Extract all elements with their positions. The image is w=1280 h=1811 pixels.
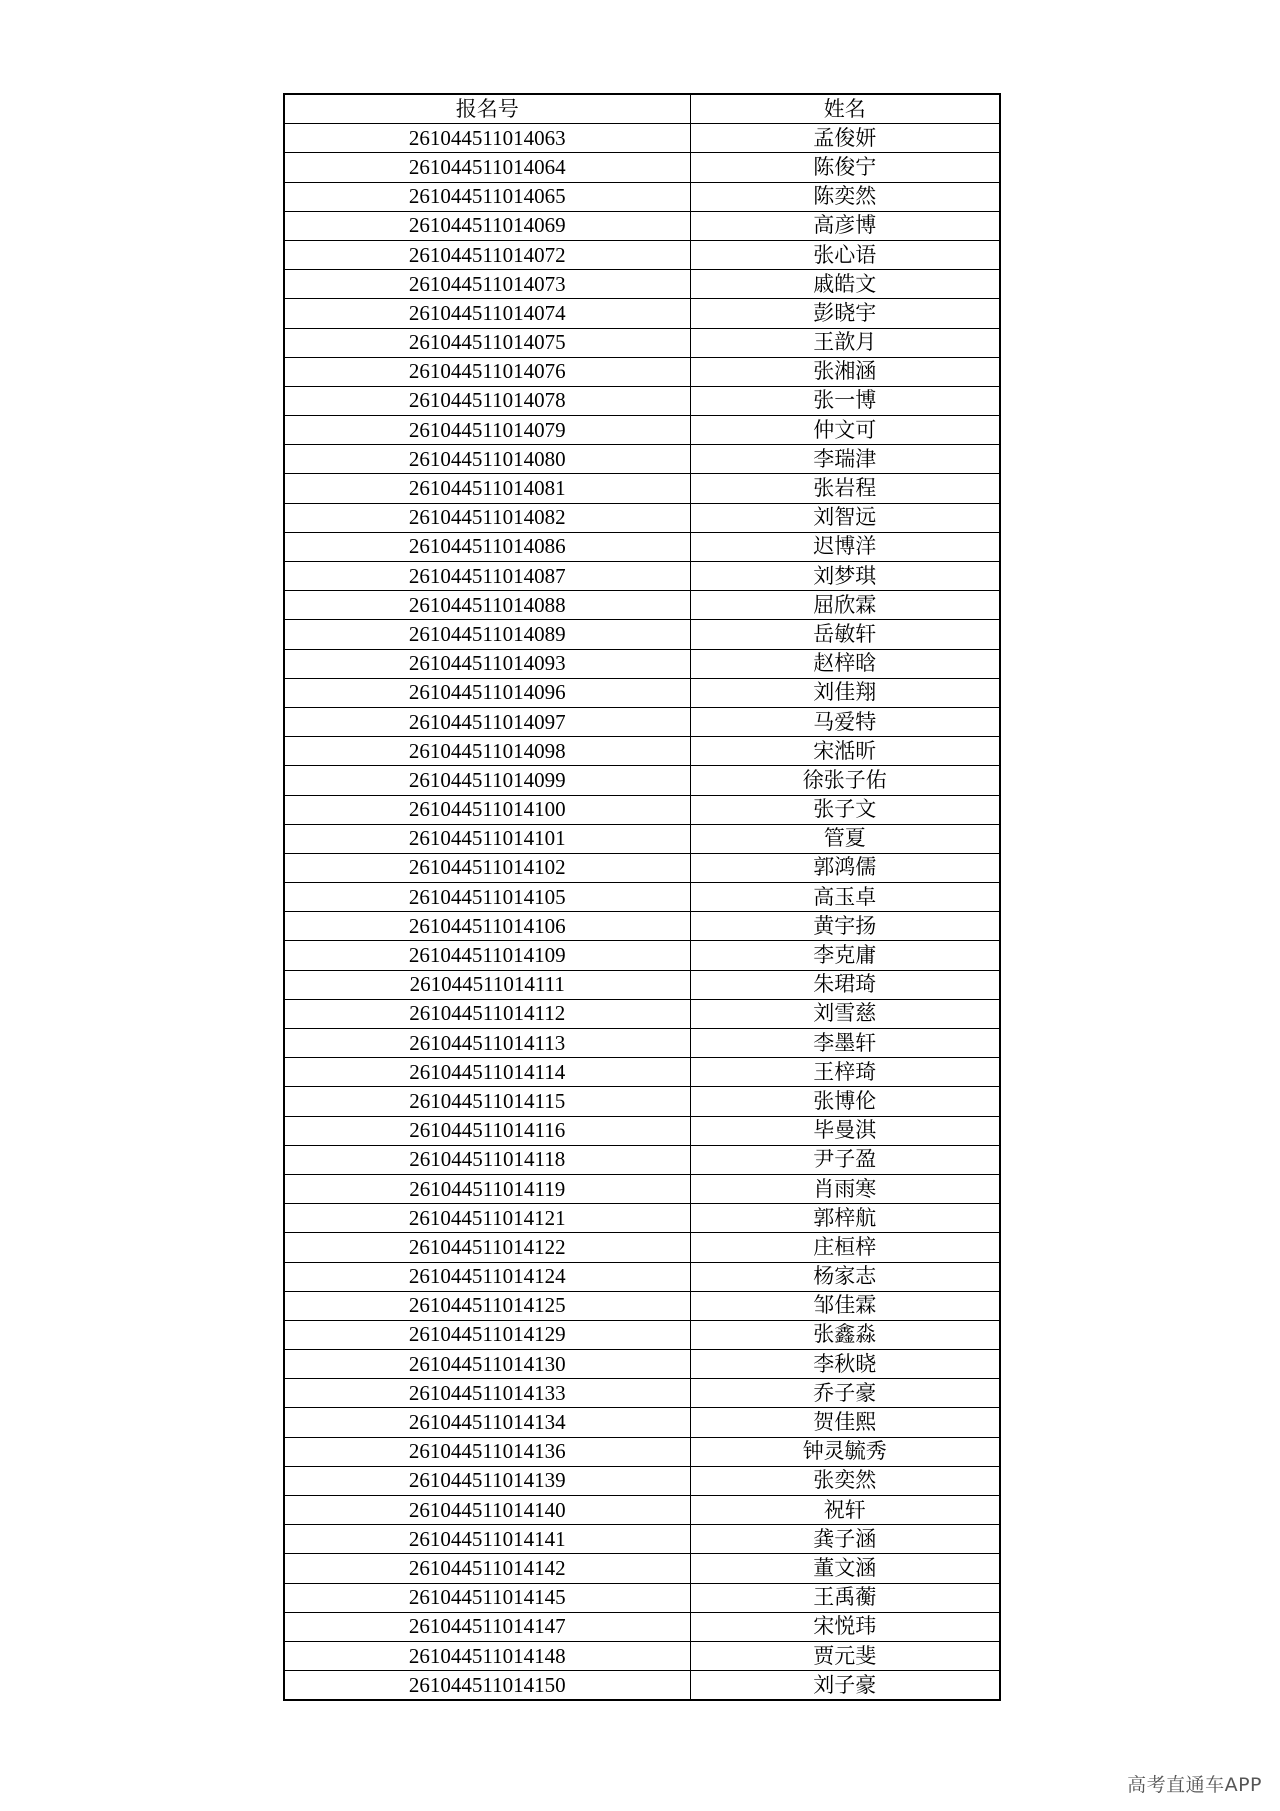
student-name-cell: 高彦博 bbox=[690, 211, 1000, 240]
registration-number-cell: 261044511014150 bbox=[284, 1671, 690, 1701]
table-row bbox=[284, 1583, 1000, 1612]
table-row bbox=[284, 795, 1000, 824]
registration-number-cell: 261044511014072 bbox=[284, 240, 690, 269]
table-row bbox=[284, 1671, 1000, 1701]
registration-number-cell: 261044511014089 bbox=[284, 620, 690, 649]
registration-number-cell: 261044511014121 bbox=[284, 1204, 690, 1233]
student-name-cell: 王梓琦 bbox=[690, 1058, 1000, 1087]
registration-number-cell: 261044511014069 bbox=[284, 211, 690, 240]
table-row bbox=[284, 707, 1000, 736]
table-row bbox=[284, 1262, 1000, 1291]
registration-number-cell: 261044511014141 bbox=[284, 1525, 690, 1554]
registration-number-cell: 261044511014073 bbox=[284, 270, 690, 299]
table-row bbox=[284, 591, 1000, 620]
student-name-cell: 郭梓航 bbox=[690, 1204, 1000, 1233]
table-row bbox=[284, 766, 1000, 795]
registration-number-cell: 261044511014113 bbox=[284, 1029, 690, 1058]
registration-number-cell: 261044511014097 bbox=[284, 707, 690, 736]
registration-number-cell: 261044511014140 bbox=[284, 1496, 690, 1525]
student-name-cell: 庄桓梓 bbox=[690, 1233, 1000, 1262]
student-name-cell: 贺佳熙 bbox=[690, 1408, 1000, 1437]
registration-number-cell: 261044511014064 bbox=[284, 153, 690, 182]
table-row bbox=[284, 620, 1000, 649]
table-row bbox=[284, 1116, 1000, 1145]
student-name-cell: 郭鸿儒 bbox=[690, 853, 1000, 882]
student-name-cell: 李墨轩 bbox=[690, 1029, 1000, 1058]
registration-number-cell: 261044511014106 bbox=[284, 912, 690, 941]
table-row bbox=[284, 883, 1000, 912]
table-row bbox=[284, 824, 1000, 853]
registration-number-cell: 261044511014088 bbox=[284, 591, 690, 620]
table-row bbox=[284, 240, 1000, 269]
student-name-cell: 刘雪慈 bbox=[690, 999, 1000, 1028]
student-name-cell: 岳敏轩 bbox=[690, 620, 1000, 649]
table-row bbox=[284, 1204, 1000, 1233]
table-row bbox=[284, 1641, 1000, 1670]
table-row bbox=[284, 1612, 1000, 1641]
student-name-cell: 陈俊宁 bbox=[690, 153, 1000, 182]
registration-number-cell: 261044511014116 bbox=[284, 1116, 690, 1145]
table-row bbox=[284, 503, 1000, 532]
table-row bbox=[284, 678, 1000, 707]
registration-number-cell: 261044511014119 bbox=[284, 1174, 690, 1203]
table-row bbox=[284, 1029, 1000, 1058]
table-row bbox=[284, 270, 1000, 299]
student-name-cell: 张子文 bbox=[690, 795, 1000, 824]
student-name-cell: 尹子盈 bbox=[690, 1145, 1000, 1174]
student-name-cell: 龚子涵 bbox=[690, 1525, 1000, 1554]
student-name-cell: 彭晓宇 bbox=[690, 299, 1000, 328]
registration-number-cell: 261044511014063 bbox=[284, 124, 690, 153]
registration-number-cell: 261044511014134 bbox=[284, 1408, 690, 1437]
student-name-cell: 李秋晓 bbox=[690, 1350, 1000, 1379]
registration-number-cell: 261044511014109 bbox=[284, 941, 690, 970]
table-row bbox=[284, 1058, 1000, 1087]
registration-number-cell: 261044511014130 bbox=[284, 1350, 690, 1379]
table-row bbox=[284, 562, 1000, 591]
registration-number-cell: 261044511014105 bbox=[284, 883, 690, 912]
student-name-cell: 张岩程 bbox=[690, 474, 1000, 503]
student-name-cell: 黄宇扬 bbox=[690, 912, 1000, 941]
student-name-cell: 张奕然 bbox=[690, 1466, 1000, 1495]
table-row bbox=[284, 299, 1000, 328]
registration-number-cell: 261044511014075 bbox=[284, 328, 690, 357]
table-body bbox=[284, 124, 1000, 1701]
table-row bbox=[284, 853, 1000, 882]
student-name-cell: 赵梓晗 bbox=[690, 649, 1000, 678]
registration-number-cell: 261044511014129 bbox=[284, 1320, 690, 1349]
table-row bbox=[284, 416, 1000, 445]
header-row bbox=[284, 94, 1000, 124]
table-row bbox=[284, 1466, 1000, 1495]
student-name-cell: 祝轩 bbox=[690, 1496, 1000, 1525]
registration-number-cell: 261044511014118 bbox=[284, 1145, 690, 1174]
registration-number-cell: 261044511014065 bbox=[284, 182, 690, 211]
student-name-cell: 孟俊妍 bbox=[690, 124, 1000, 153]
table-row bbox=[284, 182, 1000, 211]
student-name-cell: 杨家志 bbox=[690, 1262, 1000, 1291]
student-name-cell: 刘子豪 bbox=[690, 1671, 1000, 1701]
student-name-cell: 屈欣霖 bbox=[690, 591, 1000, 620]
registration-number-cell: 261044511014096 bbox=[284, 678, 690, 707]
table-row bbox=[284, 532, 1000, 561]
table-row bbox=[284, 1379, 1000, 1408]
student-name-cell: 王禹蘅 bbox=[690, 1583, 1000, 1612]
student-name-cell: 张心语 bbox=[690, 240, 1000, 269]
registration-number-cell: 261044511014139 bbox=[284, 1466, 690, 1495]
registration-number-cell: 261044511014087 bbox=[284, 562, 690, 591]
table-header bbox=[284, 94, 1000, 124]
table-row bbox=[284, 1525, 1000, 1554]
student-name-cell: 邹佳霖 bbox=[690, 1291, 1000, 1320]
table-row bbox=[284, 1233, 1000, 1262]
table-row bbox=[284, 737, 1000, 766]
student-name-cell: 刘智远 bbox=[690, 503, 1000, 532]
table-row bbox=[284, 474, 1000, 503]
registration-number-cell: 261044511014133 bbox=[284, 1379, 690, 1408]
registration-number-cell: 261044511014124 bbox=[284, 1262, 690, 1291]
table-row bbox=[284, 445, 1000, 474]
registration-number-cell: 261044511014093 bbox=[284, 649, 690, 678]
student-name-cell: 乔子豪 bbox=[690, 1379, 1000, 1408]
registration-number-cell: 261044511014082 bbox=[284, 503, 690, 532]
registration-number-cell: 261044511014081 bbox=[284, 474, 690, 503]
registration-number-cell: 261044511014101 bbox=[284, 824, 690, 853]
student-name-cell: 王歆月 bbox=[690, 328, 1000, 357]
table-row bbox=[284, 211, 1000, 240]
column-header-registration-number: 报名号 bbox=[284, 94, 690, 124]
student-name-cell: 徐张子佑 bbox=[690, 766, 1000, 795]
student-name-cell: 管夏 bbox=[690, 824, 1000, 853]
student-name-cell: 张博伦 bbox=[690, 1087, 1000, 1116]
registration-number-cell: 261044511014086 bbox=[284, 532, 690, 561]
student-name-cell: 李瑞津 bbox=[690, 445, 1000, 474]
table-row bbox=[284, 1291, 1000, 1320]
student-name-cell: 李克庸 bbox=[690, 941, 1000, 970]
student-name-cell: 刘梦琪 bbox=[690, 562, 1000, 591]
table-row bbox=[284, 1145, 1000, 1174]
student-name-cell: 迟博洋 bbox=[690, 532, 1000, 561]
registration-number-cell: 261044511014111 bbox=[284, 970, 690, 999]
registration-number-cell: 261044511014125 bbox=[284, 1291, 690, 1320]
table-row bbox=[284, 970, 1000, 999]
student-name-cell: 宋悦玮 bbox=[690, 1612, 1000, 1641]
table-row bbox=[284, 649, 1000, 678]
table-row bbox=[284, 1496, 1000, 1525]
registration-number-cell: 261044511014122 bbox=[284, 1233, 690, 1262]
registration-number-cell: 261044511014099 bbox=[284, 766, 690, 795]
registration-number-cell: 261044511014074 bbox=[284, 299, 690, 328]
student-name-cell: 钟灵毓秀 bbox=[690, 1437, 1000, 1466]
student-name-cell: 宋湉昕 bbox=[690, 737, 1000, 766]
table-row bbox=[284, 1437, 1000, 1466]
student-name-cell: 仲文可 bbox=[690, 416, 1000, 445]
student-name-cell: 张湘涵 bbox=[690, 357, 1000, 386]
table-row bbox=[284, 386, 1000, 415]
roster-table bbox=[283, 93, 1001, 1701]
table-row bbox=[284, 1350, 1000, 1379]
student-name-cell: 贾元斐 bbox=[690, 1641, 1000, 1670]
registration-number-cell: 261044511014142 bbox=[284, 1554, 690, 1583]
student-name-cell: 张一博 bbox=[690, 386, 1000, 415]
student-name-cell: 高玉卓 bbox=[690, 883, 1000, 912]
registration-number-cell: 261044511014145 bbox=[284, 1583, 690, 1612]
student-name-cell: 董文涵 bbox=[690, 1554, 1000, 1583]
student-name-cell: 马爱特 bbox=[690, 707, 1000, 736]
table-row bbox=[284, 912, 1000, 941]
table-row bbox=[284, 1554, 1000, 1583]
student-name-cell: 张鑫淼 bbox=[690, 1320, 1000, 1349]
student-name-cell: 毕曼淇 bbox=[690, 1116, 1000, 1145]
table-row bbox=[284, 1087, 1000, 1116]
registration-number-cell: 261044511014112 bbox=[284, 999, 690, 1028]
column-header-name: 姓名 bbox=[690, 94, 1000, 124]
table-row bbox=[284, 1408, 1000, 1437]
registration-number-cell: 261044511014102 bbox=[284, 853, 690, 882]
watermark-text: 高考直通车APP bbox=[1127, 1774, 1262, 1796]
registration-number-cell: 261044511014079 bbox=[284, 416, 690, 445]
student-name-cell: 肖雨寒 bbox=[690, 1174, 1000, 1203]
student-name-cell: 刘佳翔 bbox=[690, 678, 1000, 707]
registration-number-cell: 261044511014076 bbox=[284, 357, 690, 386]
student-name-cell: 陈奕然 bbox=[690, 182, 1000, 211]
registration-number-cell: 261044511014148 bbox=[284, 1641, 690, 1670]
registration-number-cell: 261044511014078 bbox=[284, 386, 690, 415]
registration-number-cell: 261044511014100 bbox=[284, 795, 690, 824]
registration-number-cell: 261044511014080 bbox=[284, 445, 690, 474]
table-row bbox=[284, 1174, 1000, 1203]
table-row bbox=[284, 153, 1000, 182]
table-row bbox=[284, 124, 1000, 153]
registration-number-cell: 261044511014147 bbox=[284, 1612, 690, 1641]
registration-number-cell: 261044511014114 bbox=[284, 1058, 690, 1087]
table-row bbox=[284, 357, 1000, 386]
student-name-cell: 朱珺琦 bbox=[690, 970, 1000, 999]
table-row bbox=[284, 941, 1000, 970]
registration-number-cell: 261044511014136 bbox=[284, 1437, 690, 1466]
table-row bbox=[284, 999, 1000, 1028]
table-row bbox=[284, 328, 1000, 357]
registration-number-cell: 261044511014115 bbox=[284, 1087, 690, 1116]
table-row bbox=[284, 1320, 1000, 1349]
student-name-cell: 戚皓文 bbox=[690, 270, 1000, 299]
registration-number-cell: 261044511014098 bbox=[284, 737, 690, 766]
